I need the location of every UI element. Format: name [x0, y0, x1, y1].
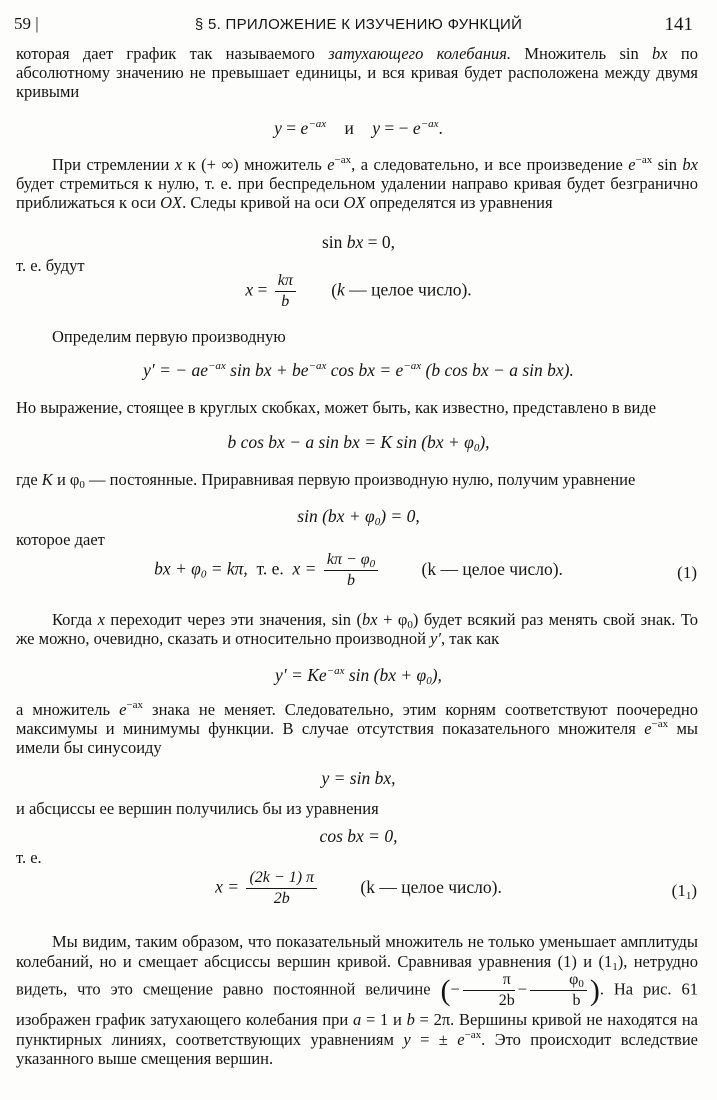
paragraph-3: Определим первую производную	[52, 327, 286, 346]
page-number: 141	[664, 14, 693, 35]
formula-1-1: x = $\frac{(2k - 1) \pi}{2b}$ (k — целое число).	[215, 869, 502, 907]
fraction: $\frac{k\pi - \varphi_0}{b}$	[324, 551, 378, 590]
paragraph-6: Когда x переходит через эти значения, $\sin (bx + \varphi_0)$ будет всякий раз менять свой знак. То же можно, очевидно, сказать и относительно производной y′, так как	[16, 610, 698, 648]
fraction: $\frac{\varphi_0}{b}$	[530, 971, 587, 1010]
paragraph-5: где K и $\varphi_0$ — постоянные. Приравнивая первую производную нулю, получим уравнение	[16, 470, 636, 491]
formula-sin-phase-zero: $\sin (bx + \varphi_0) = 0$,	[297, 506, 420, 528]
equation-label-1: (1)	[677, 563, 697, 582]
emphasis-term: затухающего колебания.	[328, 44, 512, 63]
fraction: $\frac{\pi}{2b}$	[463, 971, 515, 1010]
section-title: § 5. ПРИЛОЖЕНИЕ К ИЗУЧЕНИЮ ФУНКЦИЙ	[194, 16, 523, 33]
formula-derivative-compact: $y' = Ke^{-ax}$ $\sin (bx + \varphi_0)$,	[275, 665, 442, 687]
fraction: $\frac{k\pi}{b}$	[275, 272, 296, 311]
formula-amplitude-form: b cos bx − a sin bx = K $\sin (bx + \varphi_0)$,	[227, 432, 490, 454]
paragraph-4: Но выражение, стоящее в круглых скобках, может быть, как известно, представлено в виде	[16, 398, 657, 417]
paragraph-8: и абсциссы ее вершин получились бы из уравнения	[16, 799, 379, 818]
paragraph-9: Мы видим, таким образом, что показательный множитель не только уменьшает амплитуды колебаний, но и смещает абсциссы вершин кривой. Сравнивая уравнения (1) и $(1_1)$, нетрудно видеть, что это смещение равно постоянной величине (− $\frac{\pi}{2b}$ − $\frac{\varphi_0}{b}$ ). На рис. 61 изображен график затухающего колебания при a = 1 и b = 2π. Вершины кривой не находятся на пунктирных линиях, соответствующих уравнениям y = ± $e^{-ax}$. Это происходит вследствие указанного выше смещения вершин.	[16, 932, 699, 1068]
text-kotoroe-daet: которое дает	[16, 530, 105, 549]
formula-1: bx + $\varphi_0 = k\pi$, т. е. x = $\frac{k\pi - \varphi_0}{b}$ (k — целое число).	[154, 551, 563, 589]
paragraph-7: а множитель $e^{-ax}$ знака не меняет. Следовательно, этим корням соответствуют поочередно максимумы и минимумы функции. В случае отсутствия показательного множителя $e^{-ax}$ мы имели бы синусоиду	[16, 699, 698, 757]
formula-roots: x = $\frac{k\pi}{b}$ (k — целое число).	[245, 272, 472, 310]
text-te-budut: т. е. будут	[16, 256, 85, 275]
formula-sin-zero: sin bx = 0,	[321, 232, 396, 252]
formula-bounds: $y = e^{-ax}$ и y = − $e^{-ax}$.	[274, 118, 443, 138]
formula-sinusoid: y = sin bx,	[321, 768, 396, 788]
text-te: т. е.	[16, 848, 42, 867]
equation-label-1-1: $(1_1)$	[671, 881, 697, 902]
formula-derivative: y′ = − $ae^{-ax}$ sin bx + $be^{-ax}$ cos bx = $e^{-ax}$ (b cos bx − a sin bx).	[143, 360, 574, 380]
paragraph-1: которая дает график так называемого затухающего колебания. Множитель sin bx по абсолютному значению не превышает единицы, и вся кривая будет расположена между двумя кривыми	[16, 44, 698, 101]
paragraph-2: При стремлении x к (+ ∞) множитель $e^{-ax}$, а следовательно, и все произведение $e^{-ax}$ sin bx будет стремиться к нулю, т. е. при беспредельном удалении направо кривая будет безгранично приближаться к оси OX. Следы кривой на оси OX определятся из уравнения	[16, 154, 698, 212]
header-left-mark: 59 |	[14, 14, 39, 33]
formula-cos-zero: cos bx = 0,	[319, 826, 398, 846]
fraction: $\frac{(2k - 1) \pi}{2b}$	[246, 869, 317, 908]
